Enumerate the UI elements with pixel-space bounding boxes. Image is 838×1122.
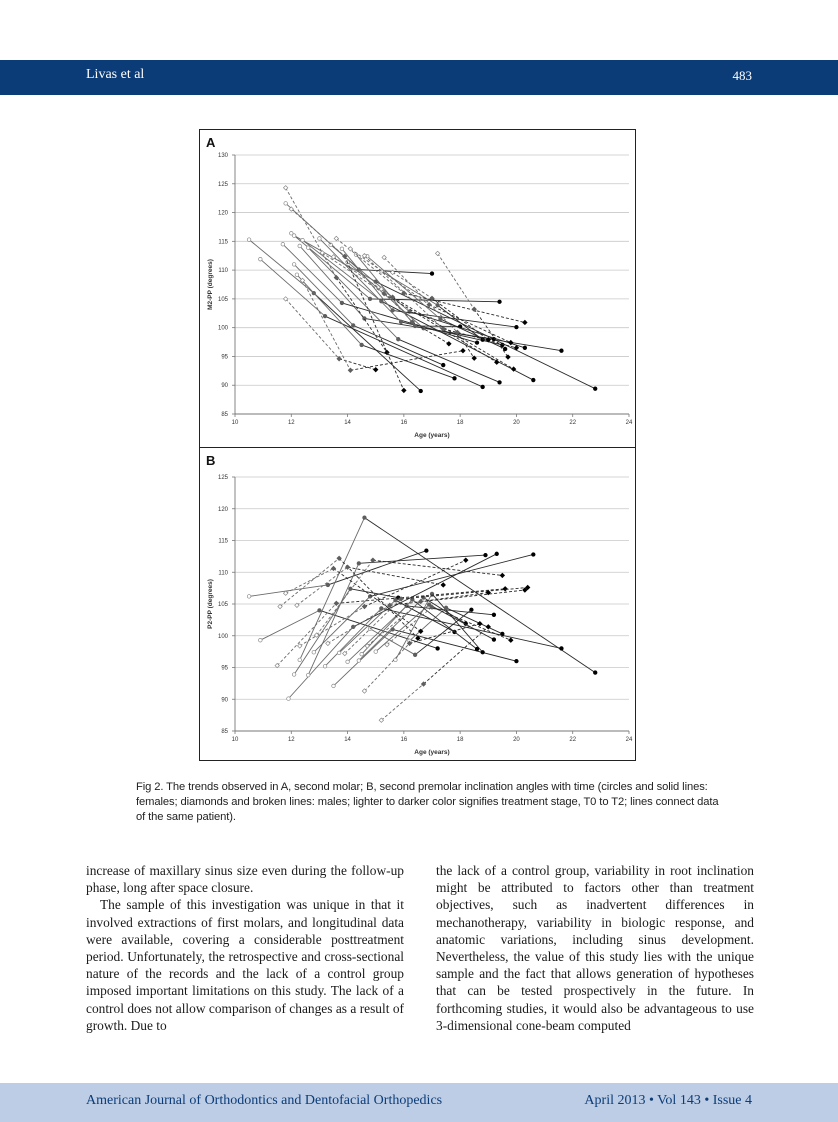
series-m3 [283, 297, 377, 372]
y-tick-label: 100 [217, 325, 228, 332]
series-segment [277, 603, 336, 665]
data-point-diamond [500, 573, 504, 577]
series-f8 [301, 238, 535, 381]
y-tick-label: 100 [217, 633, 228, 640]
data-point-diamond [362, 604, 366, 608]
series-m5 [320, 251, 499, 365]
series-segment [322, 253, 384, 294]
x-tick-label: 22 [569, 737, 577, 743]
body-paragraph: increase of maxillary sinus size even during the follow-up phase, long after space closure. [86, 863, 404, 896]
data-point-circle [593, 387, 597, 391]
x-tick-label: 16 [400, 420, 408, 426]
series-m5 [275, 587, 507, 668]
data-point-diamond [374, 367, 378, 371]
data-point-circle [560, 647, 564, 651]
y-tick-label: 105 [217, 296, 228, 303]
series-segment [404, 293, 525, 322]
y-tick-label: 90 [221, 697, 228, 704]
running-header [0, 60, 838, 95]
data-point-circle [281, 242, 285, 246]
data-point-circle [298, 658, 302, 662]
data-point-circle [326, 583, 330, 587]
data-point-circle [323, 314, 327, 318]
series-segment [350, 351, 463, 371]
y-tick-label: 125 [217, 181, 228, 188]
series-segment [317, 560, 373, 635]
data-point-circle [441, 363, 445, 367]
header-authors: Livas et al [86, 67, 145, 82]
data-point-circle [515, 659, 519, 663]
body-column-right [436, 862, 754, 1034]
data-point-circle [436, 303, 440, 307]
running-footer [0, 1083, 838, 1122]
series-segment [409, 312, 524, 348]
series-segment [260, 259, 325, 316]
y-tick-label: 110 [218, 570, 228, 577]
x-tick-label: 24 [625, 737, 633, 743]
data-point-circle [340, 301, 344, 305]
y-tick-label: 125 [217, 475, 228, 481]
x-tick-label: 12 [287, 420, 295, 426]
data-point-circle [481, 385, 485, 389]
data-point-circle [470, 608, 474, 612]
data-point-circle [492, 638, 496, 642]
data-point-circle [360, 343, 364, 347]
data-point-circle [287, 697, 291, 701]
data-point-circle [292, 263, 296, 267]
series-segment [280, 558, 339, 606]
x-tick-label: 18 [456, 737, 464, 743]
data-point-circle [357, 562, 361, 566]
data-point-diamond [464, 558, 468, 562]
x-axis-label: Age (years) [414, 749, 450, 756]
data-point-circle [259, 257, 263, 261]
body-column-left [86, 862, 404, 1034]
x-tick-label: 20 [513, 420, 520, 426]
series-segment [415, 610, 471, 655]
data-point-circle [284, 202, 288, 206]
y-tick-label: 120 [217, 506, 228, 513]
series-segment [353, 325, 443, 365]
series-segment [288, 627, 353, 699]
data-point-circle [394, 598, 398, 602]
data-point-circle [419, 389, 423, 393]
x-tick-label: 22 [569, 420, 577, 426]
figure-2 [199, 129, 636, 761]
x-tick-label: 12 [287, 737, 295, 743]
data-point-diamond [441, 583, 445, 587]
data-point-diamond [478, 621, 482, 625]
data-point-circle [481, 650, 485, 654]
data-point-circle [484, 553, 488, 557]
data-point-circle [357, 659, 361, 663]
data-point-circle [430, 272, 434, 276]
series-segment [381, 684, 423, 720]
data-point-circle [340, 247, 344, 251]
y-tick-label: 115 [218, 538, 228, 545]
data-point-circle [318, 609, 322, 613]
data-point-circle [332, 684, 336, 688]
series-f2 [259, 257, 485, 388]
data-point-circle [292, 673, 296, 677]
series-segment [249, 585, 328, 596]
data-point-diamond [461, 348, 465, 352]
data-point-diamond [503, 587, 507, 591]
data-point-circle [492, 613, 496, 617]
data-point-diamond [337, 357, 341, 361]
series-segment [432, 594, 483, 652]
data-point-circle [396, 337, 400, 341]
data-point-circle [427, 603, 431, 607]
data-point-circle [368, 297, 372, 301]
data-point-circle [351, 324, 355, 328]
y-tick-label: 85 [221, 729, 228, 735]
series-f3 [287, 552, 499, 700]
y-tick-label: 120 [217, 210, 228, 217]
x-tick-label: 10 [231, 420, 239, 426]
series-segment [350, 589, 398, 598]
y-tick-label: 90 [221, 383, 228, 390]
data-point-circle [363, 516, 367, 520]
data-point-circle [515, 325, 519, 329]
data-point-circle [292, 234, 296, 238]
data-point-circle [337, 651, 341, 655]
y-tick-label: 85 [221, 412, 228, 418]
data-point-circle [323, 664, 327, 668]
data-point-circle [298, 244, 302, 248]
data-point-circle [413, 653, 417, 657]
data-point-circle [425, 549, 429, 553]
journal-name: American Journal of Orthodontics and Dentofacial Orthopedics [86, 1093, 443, 1108]
series-segment [348, 567, 444, 585]
series-segment [286, 299, 339, 359]
data-point-circle [318, 237, 322, 241]
body-paragraph: the lack of a control group, variability in root inclination might be attributed to factors other than treatment objectives, such as inadvertent differences in mechanotherapy, variability in biologic response, and anatomic variations, including sinus development. Nevertheless, the value of this study lies with the unique sample and the fact that allows generation of hypotheses that can be tested prospectively in the future. In forthcoming studies, it would also be advantageous to use 3-dimensional cone-beam computed [436, 863, 754, 1033]
issue-info: April 2013 • Vol 143 • Issue 4 [584, 1093, 752, 1108]
series-segment [429, 305, 511, 343]
data-point-circle [394, 658, 398, 662]
panel-letter: A [206, 135, 216, 150]
data-point-circle [391, 309, 395, 313]
data-point-circle [399, 320, 403, 324]
series-f7 [312, 553, 535, 654]
panel-b-chart [200, 448, 635, 760]
data-point-circle [346, 660, 350, 664]
data-point-circle [444, 606, 448, 610]
x-tick-label: 14 [344, 737, 351, 743]
y-tick-label: 110 [218, 268, 228, 275]
x-tick-label: 14 [344, 420, 351, 426]
data-point-circle [495, 552, 499, 556]
series-f14 [340, 247, 518, 329]
data-point-diamond [334, 601, 338, 605]
figure-caption: Fig 2. The trends observed in A, second molar; B, second premolar inclination angles with time (circles and solid lines: females; diamonds and broken lines: males; lighter to darker color signifies treatment stage, T0 to T2; lines connect data of the same patient). [136, 781, 719, 823]
data-point-circle [295, 273, 299, 277]
data-point-circle [560, 349, 564, 353]
data-point-circle [475, 647, 479, 651]
data-point-diamond [447, 342, 451, 346]
series-f1 [247, 549, 428, 598]
data-point-circle [498, 300, 502, 304]
data-point-circle [306, 246, 310, 250]
data-point-diamond [402, 388, 406, 392]
x-axis-label: Age (years) [414, 432, 450, 439]
series-segment [297, 275, 362, 345]
data-point-circle [247, 238, 251, 242]
series-segment [328, 551, 427, 585]
page-number: 483 [732, 68, 752, 83]
series-m7 [334, 236, 527, 324]
panel-letter: B [206, 453, 216, 468]
data-point-diamond [509, 638, 513, 642]
data-point-circle [439, 317, 443, 321]
data-point-diamond [348, 368, 352, 372]
data-point-circle [436, 647, 440, 651]
data-point-circle [247, 595, 251, 599]
data-point-circle [312, 650, 316, 654]
data-point-circle [306, 673, 310, 677]
data-point-circle [501, 632, 505, 636]
series-f9 [332, 628, 519, 688]
series-segment [367, 256, 440, 319]
data-point-circle [360, 652, 364, 656]
data-point-circle [259, 638, 263, 642]
y-tick-label: 115 [218, 239, 228, 246]
data-point-diamond [283, 186, 287, 190]
data-point-circle [532, 553, 536, 557]
series-f9 [306, 246, 501, 384]
data-point-circle [532, 378, 536, 382]
x-tick-label: 18 [456, 420, 464, 426]
series-segment [249, 240, 314, 294]
y-tick-label: 130 [217, 153, 228, 159]
data-point-circle [374, 650, 378, 654]
data-point-circle [453, 377, 457, 381]
x-tick-label: 16 [400, 737, 408, 743]
y-tick-label: 95 [221, 665, 228, 672]
data-point-circle [413, 324, 417, 328]
y-axis-label: P2-PP (degrees) [207, 579, 214, 629]
data-point-circle [593, 671, 597, 675]
data-point-circle [422, 596, 426, 600]
series-segment [342, 303, 477, 343]
y-tick-label: 105 [217, 602, 228, 608]
series-segment [393, 297, 514, 369]
data-point-circle [301, 238, 305, 242]
x-tick-label: 10 [231, 737, 239, 743]
panel-a-chart [200, 130, 635, 447]
series-segment [384, 257, 457, 332]
y-axis-label: M2-PP (degrees) [207, 259, 214, 310]
x-tick-label: 20 [513, 737, 520, 743]
series-segment [334, 629, 393, 686]
data-point-diamond [326, 641, 330, 645]
data-point-diamond [523, 320, 527, 324]
body-paragraph: The sample of this investigation was unique in that it involved extractions of first molars, and longitudinal data were available, covering a considerable posttreatment period. Unfortunately, the retrospective and cross-sectional nature of the records and the lack of a control group imposed important limitations on this study. The lack of a control does not allow comparison of changes as a result of growth. Due to [86, 897, 404, 1033]
data-point-circle [498, 381, 502, 385]
data-point-circle [503, 347, 507, 351]
x-tick-label: 24 [625, 420, 633, 426]
data-point-circle [523, 346, 527, 350]
data-point-circle [380, 607, 384, 611]
y-tick-label: 95 [221, 354, 228, 361]
data-point-diamond [298, 644, 302, 648]
data-point-circle [475, 341, 479, 345]
